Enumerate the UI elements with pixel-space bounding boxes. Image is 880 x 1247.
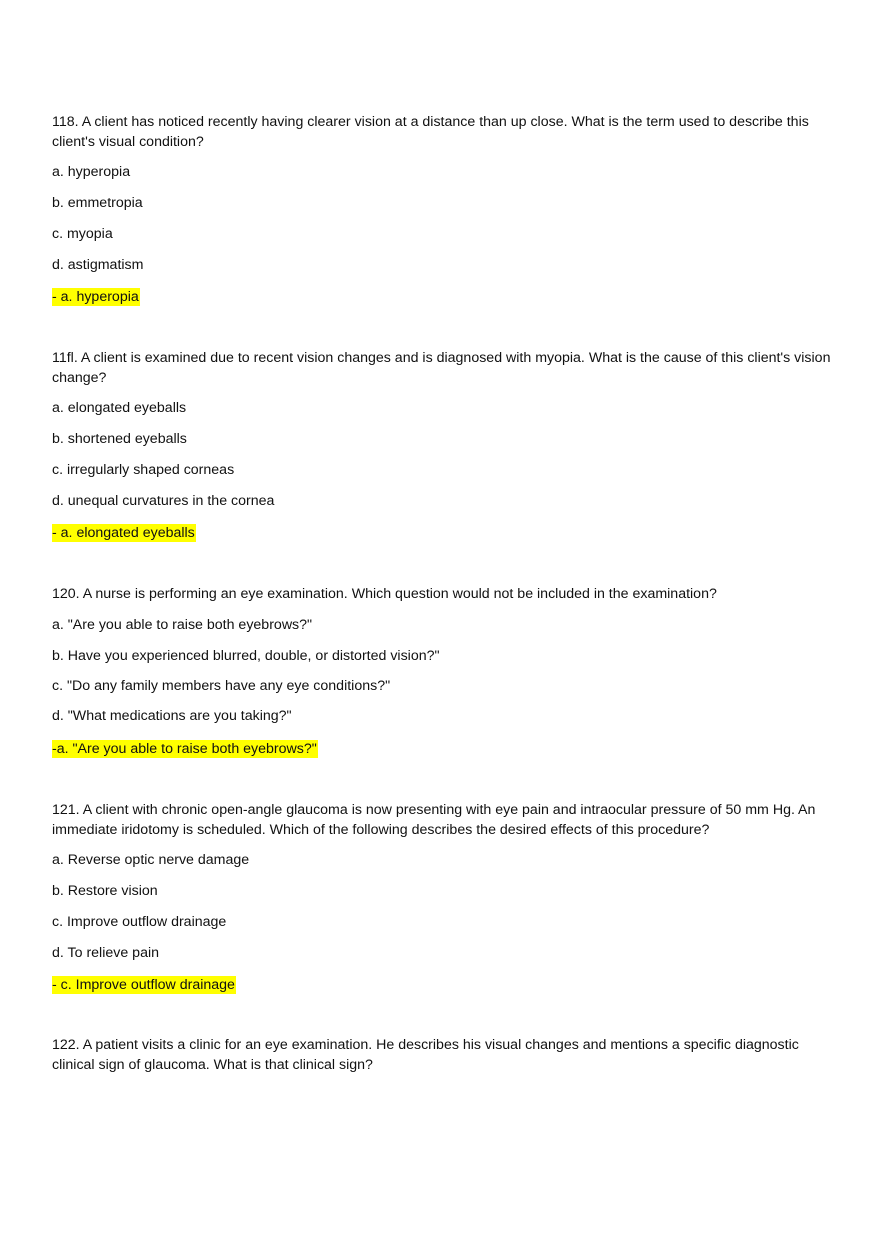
highlighted-answer: - a. hyperopia: [52, 289, 139, 305]
option-b: b. emmetropia: [52, 195, 143, 211]
option-b: b. Have you experienced blurred, double, or distorted vision?": [52, 648, 440, 664]
option-c: c. Improve outflow drainage: [52, 914, 227, 930]
option-a: a. hyperopia: [52, 164, 131, 180]
question-text: 120. A nurse is performing an eye examination. Which question would not be included in the examination?: [52, 586, 717, 602]
option-c: c. myopia: [52, 226, 113, 242]
option-c: c. irregularly shaped corneas: [52, 462, 235, 478]
option-d: d. To relieve pain: [52, 945, 160, 961]
option-a: a. "Are you able to raise both eyebrows?": [52, 617, 313, 633]
option-a: a. Reverse optic nerve damage: [52, 852, 250, 868]
question-text: 121. A client with chronic open-angle glaucoma is now presenting with eye pain and intraocular pressure of 50 mm Hg. An immediate iridotomy is scheduled. Which of the following describes the desired effects of this procedure?: [52, 802, 816, 838]
question-text: 11fl. A client is examined due to recent vision changes and is diagnosed with myopia. What is the cause of this client's vision change?: [52, 350, 831, 386]
option-a: a. elongated eyeballs: [52, 400, 187, 416]
highlighted-answer: - c. Improve outflow drainage: [52, 977, 235, 993]
highlighted-answer: -a. "Are you able to raise both eyebrows?": [52, 741, 317, 757]
option-d: d. unequal curvatures in the cornea: [52, 493, 275, 509]
question-text: 118. A client has noticed recently having clearer vision at a distance than up close. What is the term used to describe this client's visual condition?: [52, 114, 809, 150]
option-d: d. "What medications are you taking?": [52, 708, 292, 724]
option-d: d. astigmatism: [52, 257, 144, 273]
question-text: 122. A patient visits a clinic for an eye examination. He describes his visual changes and mentions a specific diagnostic clinical sign of glaucoma. What is that clinical sign?: [52, 1037, 799, 1073]
option-b: b. Restore vision: [52, 883, 158, 899]
option-b: b. shortened eyeballs: [52, 431, 187, 447]
highlighted-answer: - a. elongated eyeballs: [52, 525, 195, 541]
option-c: c. "Do any family members have any eye conditions?": [52, 678, 391, 694]
